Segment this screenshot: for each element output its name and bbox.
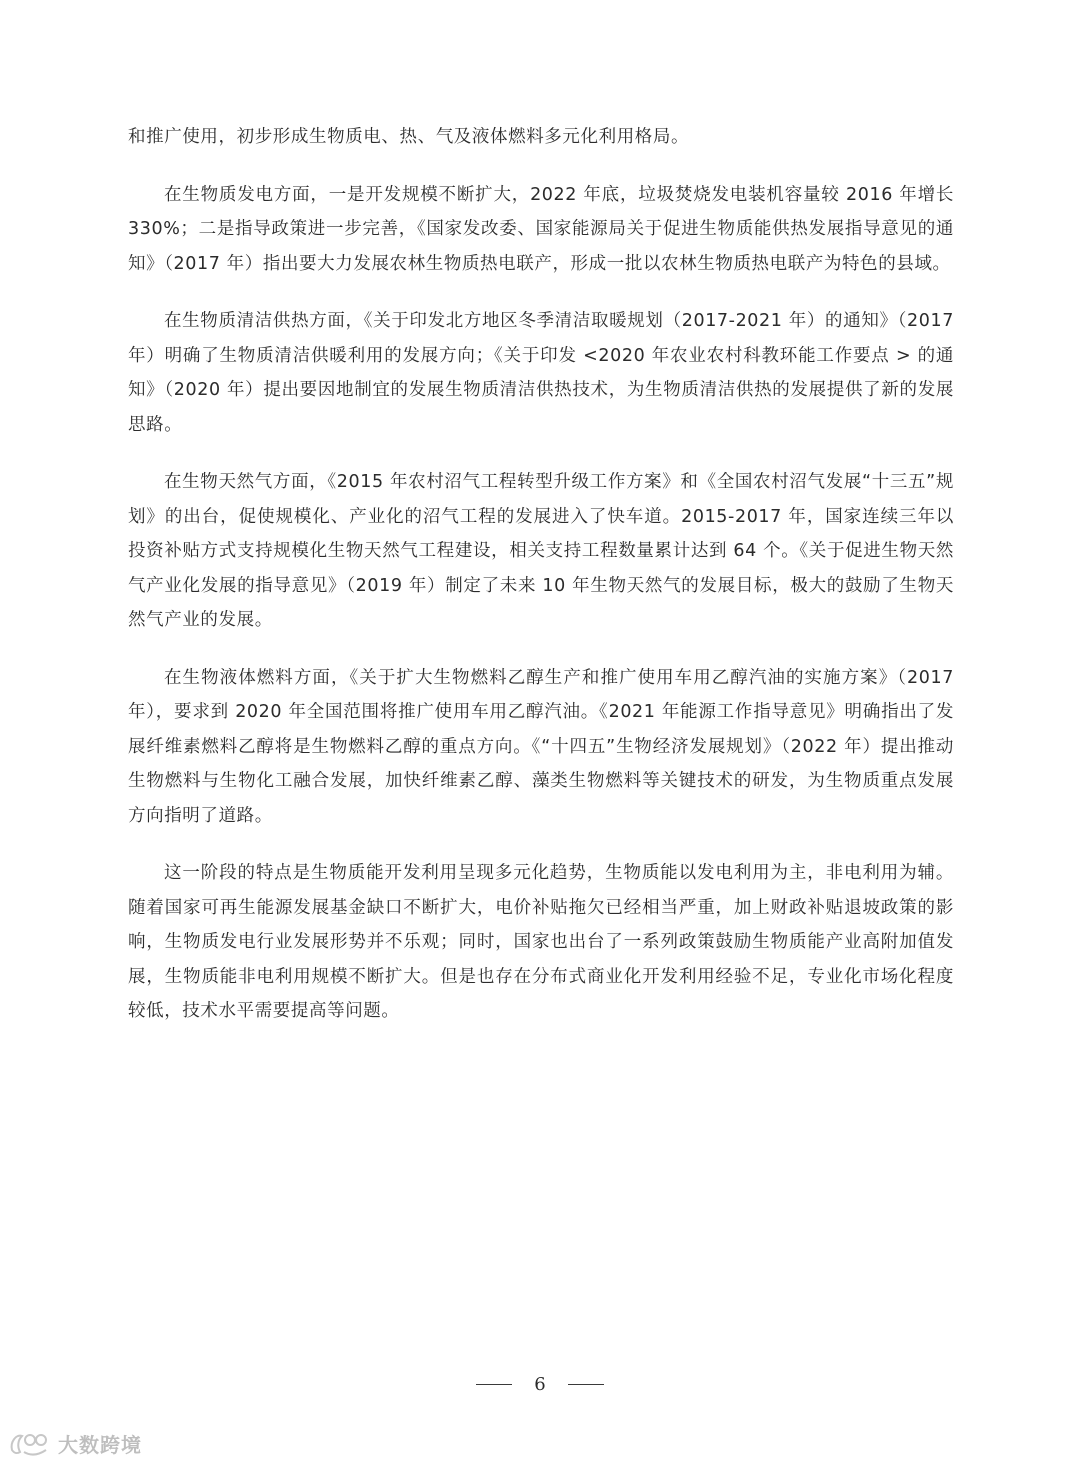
paragraph-liquid-fuel: 在生物液体燃料方面，《关于扩大生物燃料乙醇生产和推广使用车用乙醇汽油的实施方案》（2017 年），要求到 2020 年全国范围将推广使用车用乙醇汽油。《2021 年能源工作指导意见》明确指出了发展纤维素燃料乙醇将是生物燃料乙醇的重点方向。《“十四五”生物经济发展规划》（2022 年）提出推动生物燃料与生物化工融合发展，加快纤维素乙醇、藻类生物燃料等关键技术的研发，为生物质重点发展方向指明了道路。 [128,667,954,826]
paragraph-biomass-heating: 在生物质清洁供热方面，《关于印发北方地区冬季清洁取暖规划（2017-2021 年）的通知》（2017 年）明确了生物质清洁供暖利用的发展方向；《关于印发 <2020 年农业农村科教环能工作要点 > 的通知》（2020 年）提出要因地制宜的发展生物质清洁供热技术，为生物质清洁供热的发展提供了新的发展思路。 [128,311,954,435]
document-body [128,120,954,1052]
page-footer [0,1374,1080,1395]
paragraph-continuation: 和推广使用，初步形成生物质电、热、气及液体燃料多元化利用格局。 [128,127,690,147]
paragraph-stage-summary: 这一阶段的特点是生物质能开发利用呈现多元化趋势，生物质能以发电利用为主，非电利用为辅。随着国家可再生能源发展基金缺口不断扩大，电价补贴拖欠已经相当严重，加上财政补贴退坡政策的影响，生物质发电行业发展形势并不乐观；同时，国家也出台了一系列政策鼓励生物质能产业高附加值发展，生物质能非电利用规模不断扩大。但是也存在分布式商业化开发利用经验不足，专业化市场化程度较低，技术水平需要提高等问题。 [128,863,954,1021]
paragraph-biogas: 在生物天然气方面，《2015 年农村沼气工程转型升级工作方案》和《全国农村沼气发展“十三五”规划》的出台，促使规模化、产业化的沼气工程的发展进入了快车道。2015-2017 年，国家连续三年以投资补贴方式支持规模化生物天然气工程建设，相关支持工程数量累计达到 64 个。《关于促进生物天然气产业化发展的指导意见》（2019 年）制定了未来 10 年生物天然气的发展目标，极大的鼓励了生物天然气产业的发展。 [128,472,954,630]
footer-rule-right [568,1384,604,1385]
page-number: 6 [534,1374,546,1395]
footer-rule-left [476,1384,512,1385]
paragraph-biomass-power: 在生物质发电方面，一是开发规模不断扩大，2022 年底，垃圾焚烧发电装机容量较 2016 年增长 330%；二是指导政策进一步完善，《国家发改委、国家能源局关于促进生物质能供热发展指导意见的通知》（2017 年）指出要大力发展农林生物质热电联产，形成一批以农林生物质热电联产为特色的县域。 [128,184,954,274]
watermark-logo-icon [8,1428,52,1458]
watermark-text: 大数跨境 [58,1432,142,1457]
watermark [8,1428,142,1458]
